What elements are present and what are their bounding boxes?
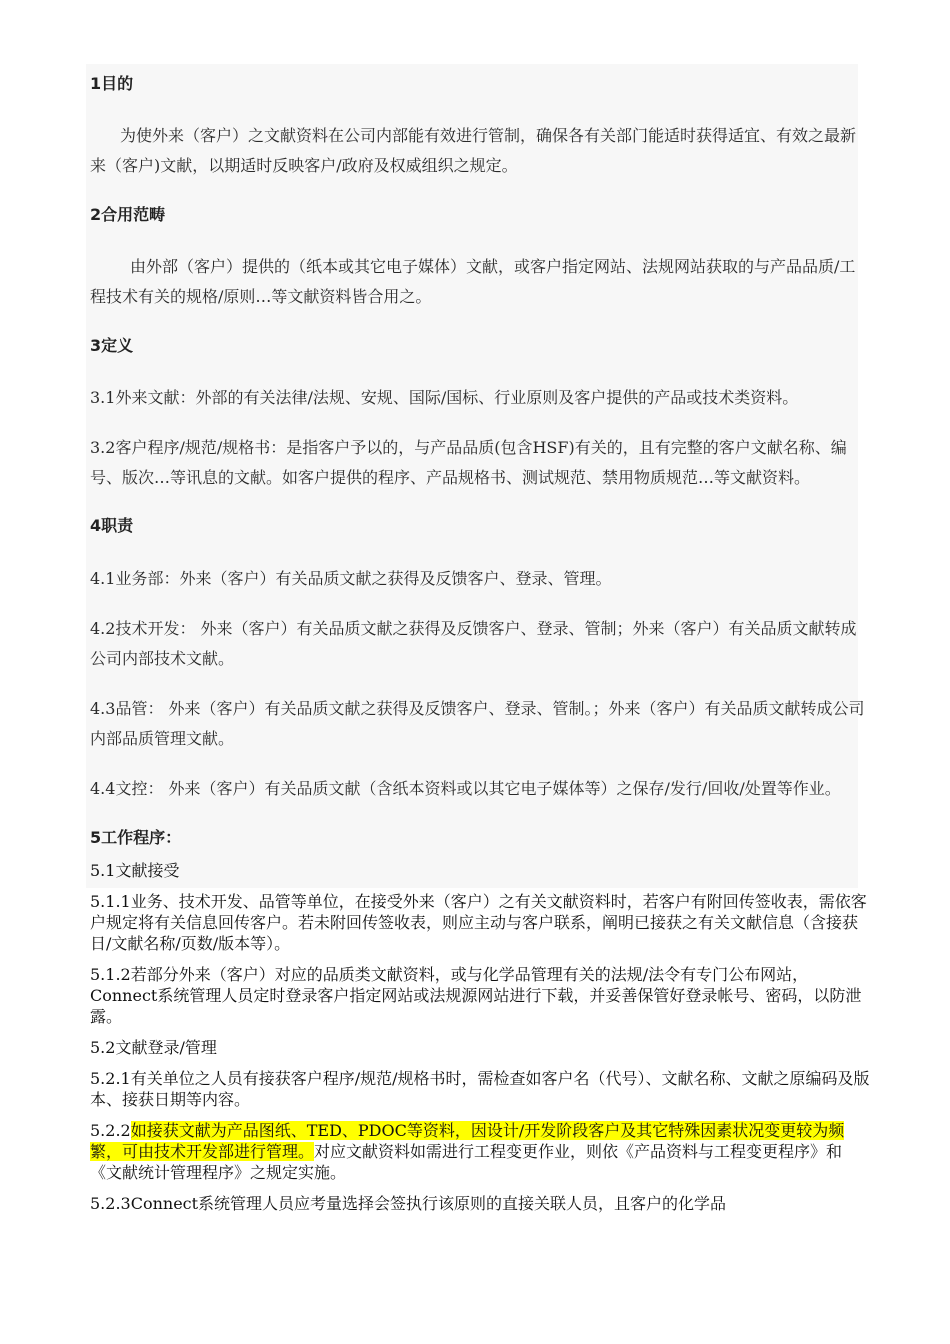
responsibility-item: 4.1业务部：外来（客户）有关品质文献之获得及反馈客户、登录、管理。 bbox=[90, 569, 612, 588]
section-heading: 1目的 bbox=[90, 74, 134, 93]
procedure-paragraph: 5.1.1业务、技术开发、品管等单位，在接受外来（客户）之有关文献资料时，若客户有附回传签收表，需依客户规定将有关信息回传客户。若未附回传签收表，则应主动与客户联系，阐明已接获之有关文献信息（含接获日/文献名称/页数/版本等）。 bbox=[90, 892, 867, 953]
section-paragraph: 由外部（客户）提供的（纸本或其它电子媒体）文献，或客户指定网站、法规网站获取的与产品品质/工程技术有关的规格/原则…等文献资料皆合用之。 bbox=[90, 257, 856, 306]
responsibility-item: 4.2技术开发： 外来（客户）有关品质文献之获得及反馈客户、登录、管制；外来（客户）有关品质文献转成公司内部技术文献。 bbox=[90, 619, 857, 668]
highlighted-text: 如接获文献为产品图纸、TED、PDOC等资料，因设计/开发阶段客户及其它特殊因素状况变更较为频繁，可由技术开发部进行管理。 bbox=[90, 1121, 845, 1161]
section-heading: 3定义 bbox=[90, 336, 134, 355]
definition-item: 3.2客户程序/规范/规格书：是指客户予以的，与产品品质(包含HSF)有关的，且有完整的客户文献名称、编号、版次…等讯息的文献。如客户提供的程序、产品规格书、测试规范、禁用物质规范…等文献资料。 bbox=[90, 438, 847, 487]
subsection-heading: 5.2文献登录/管理 bbox=[90, 1038, 217, 1057]
responsibility-item: 4.3品管： 外来（客户）有关品质文献之获得及反馈客户、登录、管制。；外来（客户）有关品质文献转成公司内部品质管理文献。 bbox=[90, 699, 865, 748]
procedure-paragraph-522 bbox=[90, 1120, 870, 1183]
paragraph-number: 5.2.2 bbox=[90, 1121, 131, 1140]
document-content bbox=[90, 66, 870, 1214]
section-heading: 2合用范畴 bbox=[90, 205, 166, 224]
definition-item: 3.1外来文献：外部的有关法律/法规、安规、国际/国标、行业原则及客户提供的产品或技术类资料。 bbox=[90, 388, 799, 407]
paragraph-text: 对应文献资料如需进行工程变更作业，则依《产品资料与工程变更程序》和《文献统计管理程序》之规定实施。 bbox=[90, 1142, 843, 1182]
section-heading: 5工作程序： bbox=[90, 828, 182, 847]
responsibility-item: 4.4文控： 外来（客户）有关品质文献（含纸本资料或以其它电子媒体等）之保存/发行/回收/处置等作业。 bbox=[90, 779, 841, 798]
section-heading: 4职责 bbox=[90, 516, 134, 535]
section-paragraph: 为使外来（客户）之文献资料在公司内部能有效进行管制，确保各有关部门能适时获得适宜、有效之最新来（客户)文献，以期适时反映客户/政府及权威组织之规定。 bbox=[90, 126, 857, 175]
subsection-heading: 5.1文献接受 bbox=[90, 861, 180, 880]
procedure-paragraph: 5.2.3Connect系统管理人员应考量选择会签执行该原则的直接关联人员，且客户的化学品 bbox=[90, 1194, 727, 1213]
procedure-paragraph: 5.1.2若部分外来（客户）对应的品质类文献资料，或与化学品管理有关的法规/法令有专门公布网站，Connect系统管理人员定时登录客户指定网站或法规源网站进行下载，并妥善保管好登录帐号、密码，以防泄露。 bbox=[90, 965, 862, 1026]
procedure-paragraph: 5.2.1有关单位之人员有接获客户程序/规范/规格书时，需检查如客户名（代号）、文献名称、文献之原编码及版本、接获日期等内容。 bbox=[90, 1069, 870, 1109]
